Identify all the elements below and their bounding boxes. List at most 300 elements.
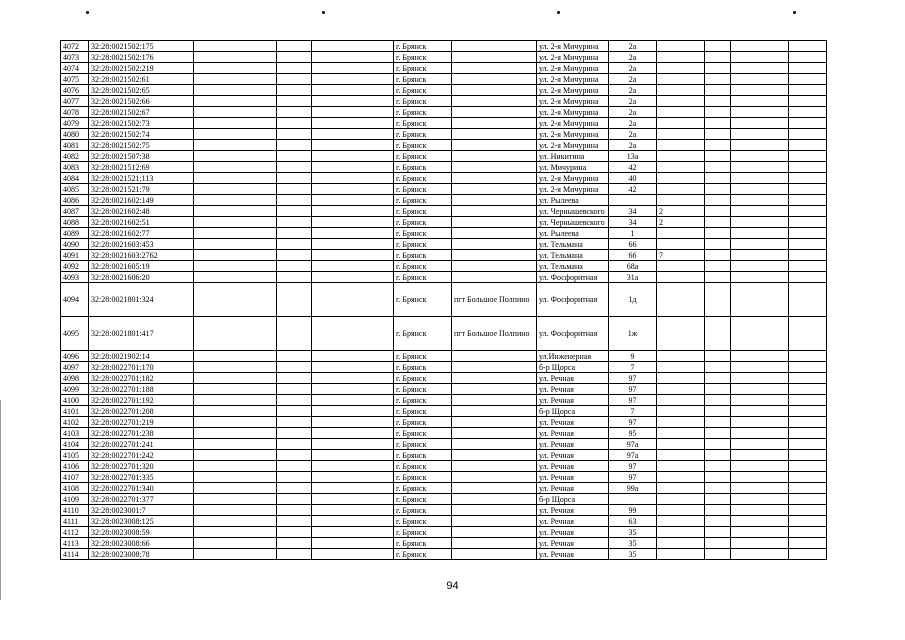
city-cell: г. Брянск — [394, 85, 452, 96]
city-cell: г. Брянск — [394, 96, 452, 107]
empty-cell — [731, 472, 789, 483]
row-number-cell: 4097 — [61, 362, 89, 373]
empty-cell — [277, 52, 312, 63]
apartment-cell — [657, 151, 705, 162]
empty-cell — [789, 151, 827, 162]
table-row — [61, 351, 827, 362]
table-row — [61, 195, 827, 206]
table-row — [61, 428, 827, 439]
settlement-cell: пгт Большое Полпино — [452, 317, 537, 351]
apartment-cell — [657, 417, 705, 428]
row-number-cell: 4108 — [61, 483, 89, 494]
cadastral-number-cell: 32:28:0022701:219 — [89, 417, 194, 428]
empty-cell — [312, 439, 394, 450]
table-row — [61, 450, 827, 461]
empty-cell — [277, 107, 312, 118]
empty-cell — [194, 129, 277, 140]
city-cell: г. Брянск — [394, 173, 452, 184]
empty-cell — [312, 362, 394, 373]
empty-cell — [731, 41, 789, 52]
empty-cell — [731, 283, 789, 317]
apartment-cell — [657, 239, 705, 250]
house-cell: 34 — [609, 206, 657, 217]
empty-cell — [705, 527, 731, 538]
row-number-cell: 4111 — [61, 516, 89, 527]
apartment-cell: 2 — [657, 217, 705, 228]
cadastral-number-cell: 32:28:0021605:19 — [89, 261, 194, 272]
row-number-cell: 4090 — [61, 239, 89, 250]
empty-cell — [312, 527, 394, 538]
apartment-cell — [657, 362, 705, 373]
empty-cell — [312, 461, 394, 472]
table-row — [61, 250, 827, 261]
settlement-cell — [452, 184, 537, 195]
house-cell: 13а — [609, 151, 657, 162]
row-number-cell: 4105 — [61, 450, 89, 461]
cadastral-number-cell: 32:28:0022701:340 — [89, 483, 194, 494]
row-number-cell: 4113 — [61, 538, 89, 549]
apartment-cell — [657, 283, 705, 317]
empty-cell — [789, 261, 827, 272]
house-cell: 97 — [609, 373, 657, 384]
empty-cell — [705, 206, 731, 217]
street-cell: ул. 2-я Мичурина — [537, 107, 609, 118]
city-cell: г. Брянск — [394, 384, 452, 395]
empty-cell — [789, 272, 827, 283]
empty-cell — [194, 41, 277, 52]
cadastral-number-cell: 32:28:0021502:74 — [89, 129, 194, 140]
row-number-cell: 4109 — [61, 494, 89, 505]
table-row — [61, 527, 827, 538]
empty-cell — [277, 250, 312, 261]
settlement-cell — [452, 74, 537, 85]
empty-cell — [789, 549, 827, 560]
table-row — [61, 261, 827, 272]
empty-cell — [731, 428, 789, 439]
empty-cell — [312, 384, 394, 395]
apartment-cell — [657, 41, 705, 52]
street-cell: ул. 2-я Мичурина — [537, 184, 609, 195]
empty-cell — [705, 129, 731, 140]
empty-cell — [789, 317, 827, 351]
empty-cell — [194, 538, 277, 549]
table-row — [61, 228, 827, 239]
table-row — [61, 63, 827, 74]
empty-cell — [705, 395, 731, 406]
empty-cell — [705, 439, 731, 450]
apartment-cell — [657, 85, 705, 96]
apartment-cell — [657, 395, 705, 406]
empty-cell — [312, 239, 394, 250]
street-cell: б-р Щорса — [537, 406, 609, 417]
cadastral-number-cell: 32:28:0021602:77 — [89, 228, 194, 239]
cadastral-number-cell: 32:28:0021502:219 — [89, 63, 194, 74]
street-cell: ул. 2-я Мичурина — [537, 96, 609, 107]
empty-cell — [731, 406, 789, 417]
table-row — [61, 272, 827, 283]
empty-cell — [731, 96, 789, 107]
empty-cell — [194, 351, 277, 362]
apartment-cell — [657, 472, 705, 483]
house-cell: 66 — [609, 239, 657, 250]
empty-cell — [277, 261, 312, 272]
empty-cell — [312, 505, 394, 516]
street-cell: ул. Тельмана — [537, 239, 609, 250]
cadastral-number-cell: 32:28:0022701:335 — [89, 472, 194, 483]
empty-cell — [705, 85, 731, 96]
row-number-cell: 4075 — [61, 74, 89, 85]
cadastral-number-cell: 32:28:0021602:48 — [89, 206, 194, 217]
empty-cell — [194, 461, 277, 472]
house-cell: 97а — [609, 450, 657, 461]
empty-cell — [705, 195, 731, 206]
apartment-cell — [657, 483, 705, 494]
house-cell — [609, 195, 657, 206]
cadastral-number-cell: 32:28:0021606:20 — [89, 272, 194, 283]
empty-cell — [705, 74, 731, 85]
table-row — [61, 439, 827, 450]
city-cell: г. Брянск — [394, 217, 452, 228]
street-cell: ул. Речная — [537, 395, 609, 406]
empty-cell — [731, 140, 789, 151]
empty-cell — [312, 250, 394, 261]
city-cell: г. Брянск — [394, 428, 452, 439]
row-number-cell: 4114 — [61, 549, 89, 560]
empty-cell — [705, 494, 731, 505]
empty-cell — [194, 373, 277, 384]
apartment-cell — [657, 527, 705, 538]
empty-cell — [789, 184, 827, 195]
house-cell: 2а — [609, 129, 657, 140]
house-cell: 95 — [609, 428, 657, 439]
empty-cell — [705, 239, 731, 250]
street-cell: ул. Рылеева — [537, 195, 609, 206]
street-cell: ул. Речная — [537, 417, 609, 428]
empty-cell — [731, 384, 789, 395]
empty-cell — [194, 184, 277, 195]
settlement-cell — [452, 483, 537, 494]
empty-cell — [789, 250, 827, 261]
empty-cell — [277, 395, 312, 406]
settlement-cell — [452, 206, 537, 217]
empty-cell — [705, 428, 731, 439]
empty-cell — [789, 538, 827, 549]
empty-cell — [277, 96, 312, 107]
settlement-cell — [452, 549, 537, 560]
punch-mark-4 — [793, 11, 796, 14]
empty-cell — [312, 184, 394, 195]
table-row — [61, 173, 827, 184]
settlement-cell — [452, 362, 537, 373]
city-cell: г. Брянск — [394, 373, 452, 384]
empty-cell — [789, 228, 827, 239]
city-cell: г. Брянск — [394, 151, 452, 162]
empty-cell — [312, 428, 394, 439]
empty-cell — [312, 173, 394, 184]
settlement-cell — [452, 239, 537, 250]
street-cell: ул. 2-я Мичурина — [537, 41, 609, 52]
cadastral-number-cell: 32:28:0021801:324 — [89, 283, 194, 317]
empty-cell — [789, 96, 827, 107]
cadastral-number-cell: 32:28:0021603:453 — [89, 239, 194, 250]
empty-cell — [705, 261, 731, 272]
street-cell: ул. Речная — [537, 549, 609, 560]
street-cell: ул. Чернышевского — [537, 217, 609, 228]
row-number-cell: 4107 — [61, 472, 89, 483]
apartment-cell — [657, 439, 705, 450]
empty-cell — [731, 195, 789, 206]
empty-cell — [277, 317, 312, 351]
table-row — [61, 283, 827, 317]
empty-cell — [194, 206, 277, 217]
city-cell: г. Брянск — [394, 406, 452, 417]
empty-cell — [731, 439, 789, 450]
empty-cell — [731, 107, 789, 118]
row-number-cell: 4104 — [61, 439, 89, 450]
page-number: 94 — [446, 580, 459, 592]
street-cell: ул. 2-я Мичурина — [537, 118, 609, 129]
house-cell: 2а — [609, 96, 657, 107]
cadastral-number-cell: 32:28:0023008:125 — [89, 516, 194, 527]
street-cell: ул. 2-я Мичурина — [537, 129, 609, 140]
table-row — [61, 395, 827, 406]
empty-cell — [312, 538, 394, 549]
row-number-cell: 4091 — [61, 250, 89, 261]
empty-cell — [277, 151, 312, 162]
cadastral-number-cell: 32:28:0022701:192 — [89, 395, 194, 406]
street-cell: ул. 2-я Мичурина — [537, 173, 609, 184]
empty-cell — [194, 173, 277, 184]
empty-cell — [312, 417, 394, 428]
empty-cell — [277, 384, 312, 395]
cadastral-number-cell: 32:28:0021502:75 — [89, 140, 194, 151]
empty-cell — [789, 217, 827, 228]
empty-cell — [194, 107, 277, 118]
city-cell: г. Брянск — [394, 228, 452, 239]
house-cell: 97а — [609, 439, 657, 450]
empty-cell — [789, 428, 827, 439]
empty-cell — [789, 516, 827, 527]
city-cell: г. Брянск — [394, 118, 452, 129]
empty-cell — [705, 505, 731, 516]
empty-cell — [789, 450, 827, 461]
empty-cell — [277, 272, 312, 283]
empty-cell — [312, 228, 394, 239]
empty-cell — [312, 107, 394, 118]
table-row — [61, 461, 827, 472]
cadastral-number-cell: 32:28:0022701:182 — [89, 373, 194, 384]
empty-cell — [194, 406, 277, 417]
empty-cell — [705, 151, 731, 162]
settlement-cell — [452, 406, 537, 417]
empty-cell — [731, 417, 789, 428]
cadastral-number-cell: 32:28:0022701:238 — [89, 428, 194, 439]
apartment-cell — [657, 351, 705, 362]
house-cell: 2а — [609, 140, 657, 151]
street-cell: ул.Инженерная — [537, 351, 609, 362]
street-cell: ул. Фосфоритная — [537, 272, 609, 283]
house-cell: 35 — [609, 538, 657, 549]
empty-cell — [312, 450, 394, 461]
settlement-cell — [452, 228, 537, 239]
cadastral-number-cell: 32:28:0021512:69 — [89, 162, 194, 173]
street-cell: ул. Речная — [537, 439, 609, 450]
empty-cell — [277, 85, 312, 96]
table-row — [61, 549, 827, 560]
empty-cell — [312, 472, 394, 483]
street-cell: ул. Чернышевского — [537, 206, 609, 217]
empty-cell — [705, 217, 731, 228]
city-cell: г. Брянск — [394, 250, 452, 261]
empty-cell — [731, 63, 789, 74]
city-cell: г. Брянск — [394, 41, 452, 52]
house-cell: 66 — [609, 250, 657, 261]
empty-cell — [312, 96, 394, 107]
table-row — [61, 129, 827, 140]
apartment-cell — [657, 505, 705, 516]
settlement-cell — [452, 373, 537, 384]
register-table — [60, 40, 827, 560]
empty-cell — [277, 428, 312, 439]
empty-cell — [312, 549, 394, 560]
empty-cell — [277, 217, 312, 228]
empty-cell — [194, 494, 277, 505]
empty-cell — [731, 261, 789, 272]
apartment-cell — [657, 118, 705, 129]
apartment-cell — [657, 74, 705, 85]
empty-cell — [731, 228, 789, 239]
punch-mark-3 — [557, 11, 560, 14]
house-cell: 2а — [609, 52, 657, 63]
empty-cell — [194, 118, 277, 129]
empty-cell — [312, 373, 394, 384]
apartment-cell — [657, 96, 705, 107]
apartment-cell — [657, 129, 705, 140]
empty-cell — [789, 41, 827, 52]
empty-cell — [312, 195, 394, 206]
empty-cell — [789, 395, 827, 406]
apartment-cell — [657, 538, 705, 549]
empty-cell — [705, 162, 731, 173]
empty-cell — [705, 250, 731, 261]
cadastral-number-cell: 32:28:0022701:208 — [89, 406, 194, 417]
settlement-cell — [452, 96, 537, 107]
settlement-cell — [452, 505, 537, 516]
empty-cell — [194, 450, 277, 461]
table-row — [61, 516, 827, 527]
cadastral-number-cell: 32:28:0021603:2762 — [89, 250, 194, 261]
house-cell: 99а — [609, 483, 657, 494]
empty-cell — [277, 239, 312, 250]
street-cell: ул. Тельмана — [537, 261, 609, 272]
cadastral-number-cell: 32:28:0022701:188 — [89, 384, 194, 395]
cadastral-number-cell: 32:28:0021502:73 — [89, 118, 194, 129]
table-row — [61, 52, 827, 63]
house-cell: 42 — [609, 184, 657, 195]
empty-cell — [277, 129, 312, 140]
empty-cell — [277, 63, 312, 74]
settlement-cell — [452, 494, 537, 505]
empty-cell — [277, 406, 312, 417]
cadastral-number-cell: 32:28:0021902:14 — [89, 351, 194, 362]
apartment-cell: 7 — [657, 250, 705, 261]
empty-cell — [312, 63, 394, 74]
settlement-cell — [452, 472, 537, 483]
cadastral-number-cell: 32:28:0021502:176 — [89, 52, 194, 63]
empty-cell — [731, 516, 789, 527]
empty-cell — [705, 317, 731, 351]
empty-cell — [312, 52, 394, 63]
settlement-cell — [452, 538, 537, 549]
empty-cell — [705, 384, 731, 395]
settlement-cell — [452, 63, 537, 74]
empty-cell — [789, 527, 827, 538]
empty-cell — [277, 362, 312, 373]
empty-cell — [194, 250, 277, 261]
apartment-cell — [657, 184, 705, 195]
table-row — [61, 239, 827, 250]
empty-cell — [731, 549, 789, 560]
row-number-cell: 4085 — [61, 184, 89, 195]
empty-cell — [789, 362, 827, 373]
empty-cell — [277, 206, 312, 217]
apartment-cell — [657, 450, 705, 461]
table-row — [61, 151, 827, 162]
cadastral-number-cell: 32:28:0021502:175 — [89, 41, 194, 52]
empty-cell — [705, 450, 731, 461]
empty-cell — [731, 395, 789, 406]
street-cell: ул. 2-я Мичурина — [537, 63, 609, 74]
city-cell: г. Брянск — [394, 538, 452, 549]
street-cell: ул. Мичурина — [537, 162, 609, 173]
row-number-cell: 4094 — [61, 283, 89, 317]
house-cell: 1ж — [609, 317, 657, 351]
street-cell: ул. Речная — [537, 483, 609, 494]
empty-cell — [731, 85, 789, 96]
table-row — [61, 118, 827, 129]
empty-cell — [731, 527, 789, 538]
empty-cell — [312, 261, 394, 272]
street-cell: ул. Речная — [537, 450, 609, 461]
empty-cell — [194, 395, 277, 406]
house-cell: 97 — [609, 461, 657, 472]
scan-edge-mark — [0, 400, 1, 600]
city-cell: г. Брянск — [394, 351, 452, 362]
house-cell: 2а — [609, 63, 657, 74]
empty-cell — [789, 439, 827, 450]
empty-cell — [277, 162, 312, 173]
empty-cell — [194, 362, 277, 373]
row-number-cell: 4089 — [61, 228, 89, 239]
empty-cell — [194, 272, 277, 283]
empty-cell — [194, 261, 277, 272]
city-cell: г. Брянск — [394, 239, 452, 250]
cadastral-number-cell: 32:28:0023008:78 — [89, 549, 194, 560]
table-row — [61, 538, 827, 549]
empty-cell — [312, 118, 394, 129]
empty-cell — [277, 195, 312, 206]
city-cell: г. Брянск — [394, 549, 452, 560]
apartment-cell — [657, 52, 705, 63]
settlement-cell — [452, 395, 537, 406]
apartment-cell — [657, 195, 705, 206]
empty-cell — [277, 472, 312, 483]
empty-cell — [789, 283, 827, 317]
street-cell: ул. Речная — [537, 538, 609, 549]
settlement-cell — [452, 428, 537, 439]
empty-cell — [705, 461, 731, 472]
table-row — [61, 373, 827, 384]
